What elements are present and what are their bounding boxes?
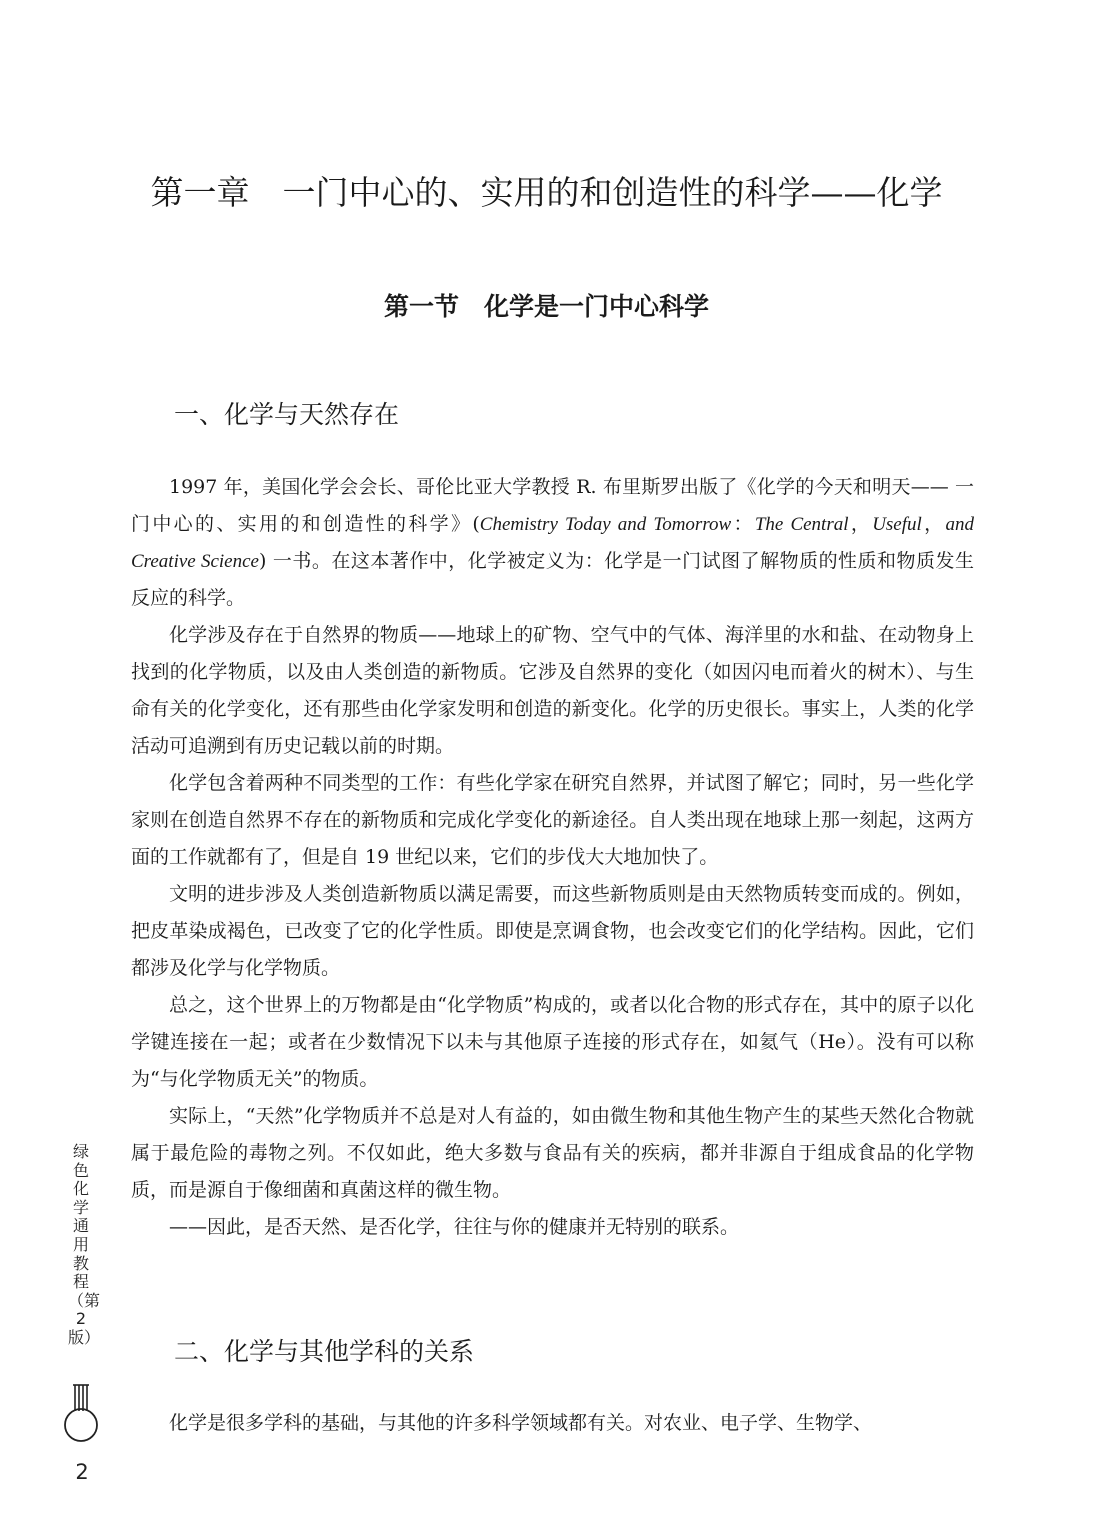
paragraph-2: 化学涉及存在于自然界的物质——地球上的矿物、空气中的气体、海洋里的水和盐、在动物身上找到的化学物质，以及由人类创造的新物质。它涉及自然界的变化（如因闪电而着火的树木）、与生命有关的化学变化，还有那些由化学家发明和创造的新变化。化学的历史很长。事实上，人类的化学活动可追溯到有历史记载以前的时期。 bbox=[131, 624, 974, 757]
paragraph-4: 文明的进步涉及人类创造新物质以满足需要，而这些新物质则是由天然物质转变而成的。例如，把皮革染成褐色，已改变了它的化学性质。即使是烹调食物，也会改变它们的化学结构。因此，它们都涉及化学与化学物质。 bbox=[131, 883, 974, 979]
subsection-heading-2: 二、化学与其他学科的关系 bbox=[174, 1337, 475, 1366]
paragraph-1: 1997 年，美国化学会会长、哥伦比亚大学教授 R. 布里斯罗出版了《化学的今天和明天—— 一门中心的、实用的和创造性的科学》(Chemistry Today and Tomorrow：The Central，Useful，and Creative Science) 一书。在这本著作中，化学被定义为：化学是一门试图了解物质的性质和物质发生反应的科学。 bbox=[131, 476, 974, 609]
flask-logo-icon bbox=[62, 1383, 100, 1445]
paragraph-5: 总之，这个世界上的万物都是由“化学物质”构成的，或者以化合物的形式存在，其中的原子以化学键连接在一起；或者在少数情况下以未与其他原子连接的形式存在，如氦气（He）。没有可以称为“与化学物质无关”的物质。 bbox=[131, 994, 974, 1090]
book-title-vertical: 绿色化学通用教程（第2版） bbox=[68, 1142, 101, 1347]
body-text-2 bbox=[131, 1405, 974, 1442]
paragraph-3: 化学包含着两种不同类型的工作：有些化学家在研究自然界，并试图了解它；同时，另一些化学家则在创造自然界不存在的新物质和完成化学变化的新途径。自人类出现在地球上那一刻起，这两方面的工作就都有了，但是自 19 世纪以来，它们的步伐大大地加快了。 bbox=[131, 772, 974, 868]
paragraph-8: 化学是很多学科的基础，与其他的许多科学领域都有关。对农业、电子学、生物学、 bbox=[169, 1412, 873, 1434]
paragraph-7: ——因此，是否天然、是否化学，往往与你的健康并无特别的联系。 bbox=[169, 1216, 740, 1238]
paragraph-6: 实际上，“天然”化学物质并不总是对人有益的，如由微生物和其他生物产生的某些天然化合物就属于最危险的毒物之列。不仅如此，绝大多数与食品有关的疾病，都并非源自于组成食品的化学物质，而是源自于像细菌和真菌这样的微生物。 bbox=[131, 1105, 974, 1201]
body-text-1 bbox=[131, 469, 974, 1246]
chapter-title: 第一章 一门中心的、实用的和创造性的科学——化学 bbox=[150, 173, 943, 212]
section-title: 第一节 化学是一门中心科学 bbox=[383, 292, 709, 321]
subsection-heading-1: 一、化学与天然存在 bbox=[174, 400, 400, 429]
page-number: 2 bbox=[75, 1460, 89, 1484]
